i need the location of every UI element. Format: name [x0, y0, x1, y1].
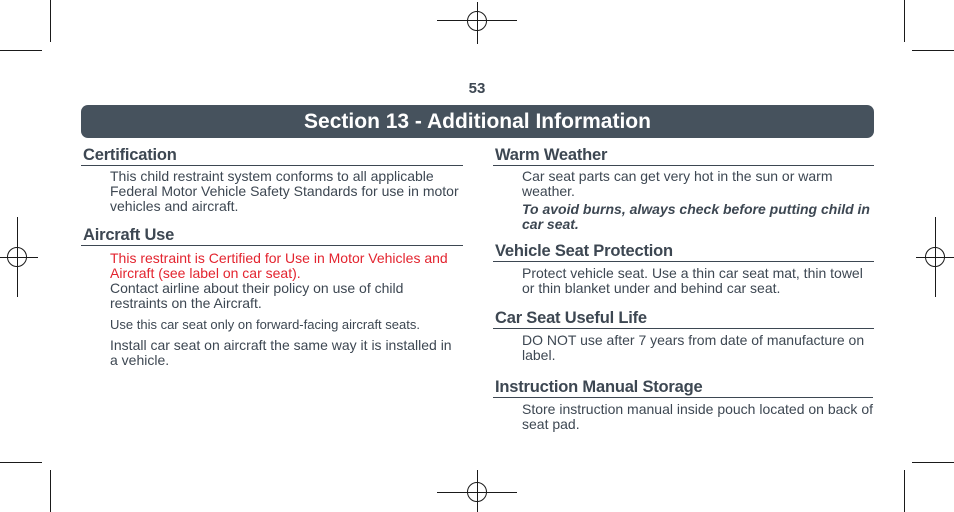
- vehicle-seat-protection-heading: Vehicle Seat Protection: [493, 242, 874, 262]
- car-seat-useful-life-section: [493, 309, 874, 363]
- crop-mark: [0, 462, 42, 463]
- crop-mark: [0, 50, 42, 51]
- crop-mark: [904, 0, 905, 42]
- crop-mark: [50, 470, 51, 512]
- certification-body: This child restraint system conforms to all applicable Federal Motor Vehicle Safety Standards for use in motor vehicles and aircraft.: [110, 168, 459, 214]
- crop-mark: [50, 0, 51, 42]
- aircraft-use-section: [81, 226, 463, 368]
- instruction-manual-storage-section: [493, 378, 874, 432]
- left-column: [81, 146, 463, 368]
- warm-weather-body: Car seat parts can get very hot in the sun or warm weather.: [522, 168, 833, 199]
- vehicle-seat-protection-body: Protect vehicle seat. Use a thin car seat mat, thin towel or thin blanket under and behind car seat.: [522, 265, 863, 296]
- aircraft-forward-facing: Use this car seat only on forward-facing aircraft seats.: [110, 317, 420, 332]
- warm-weather-section: [493, 146, 874, 232]
- aircraft-certified-warning: This restraint is Certified for Use in Motor Vehicles and Aircraft (see label on car seat).: [110, 250, 448, 281]
- car-seat-useful-life-body: DO NOT use after 7 years from date of manufacture on label.: [522, 332, 865, 363]
- aircraft-install: Install car seat on aircraft the same way it is installed in a vehicle.: [110, 337, 452, 368]
- car-seat-useful-life-heading: Car Seat Useful Life: [493, 309, 874, 329]
- page-number: 53: [468, 80, 486, 97]
- crop-mark: [912, 462, 954, 463]
- certification-heading: Certification: [81, 146, 463, 166]
- vehicle-seat-protection-section: [493, 242, 874, 296]
- instruction-manual-storage-body: Store instruction manual inside pouch located on back of seat pad.: [522, 401, 873, 432]
- aircraft-use-heading: Aircraft Use: [81, 226, 463, 246]
- warm-weather-caution: To avoid burns, always check before putting child in car seat.: [522, 201, 870, 232]
- aircraft-contact-airline: Contact airline about their policy on use of child restraints on the Aircraft.: [110, 280, 404, 311]
- certification-section: [81, 146, 463, 214]
- right-column: [493, 146, 874, 432]
- section-title-banner: [81, 105, 874, 138]
- instruction-manual-storage-heading: Instruction Manual Storage: [493, 378, 873, 398]
- warm-weather-heading: Warm Weather: [493, 146, 874, 166]
- section-title: Section 13 - Additional Information: [304, 110, 651, 133]
- crop-mark: [912, 50, 954, 51]
- crop-mark: [904, 470, 905, 512]
